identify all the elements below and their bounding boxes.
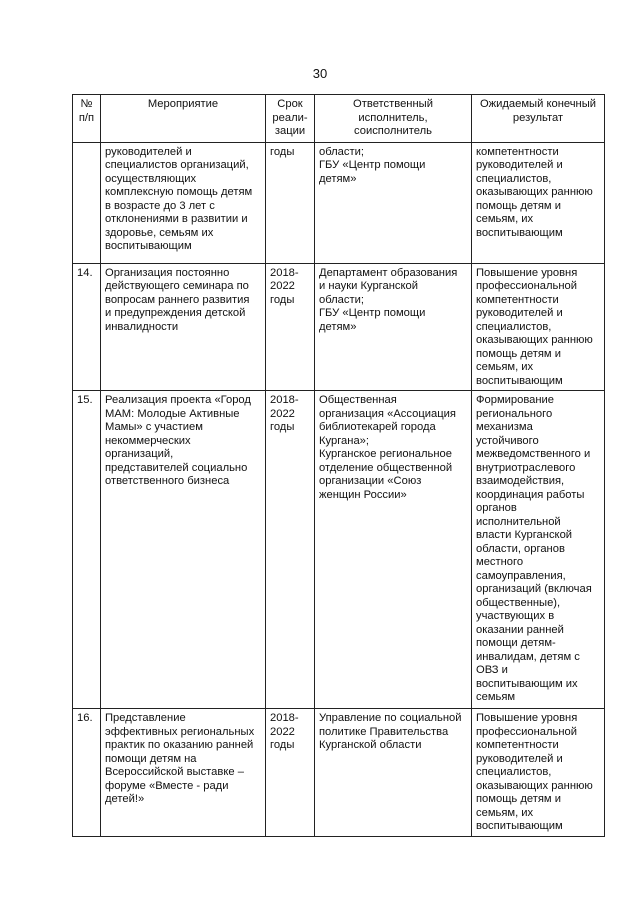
- cell-text-line: воспитывающим: [476, 226, 563, 239]
- cell-text-line: 2022: [270, 725, 295, 738]
- cell-text-line: Курганской области: [319, 739, 422, 751]
- cell-text-line: участвующих в: [476, 610, 555, 622]
- cell-text-line: женщин России»: [319, 488, 407, 501]
- cell-text-line: руководителей и: [105, 145, 192, 158]
- cell-text-line: Управление по социальной: [319, 712, 462, 724]
- cell-num: 16.: [73, 709, 101, 837]
- cell-text-line: 2022: [270, 280, 295, 292]
- cell-text-line: устойчивого: [476, 434, 539, 447]
- cell-text-line: оказании ранней: [476, 623, 564, 636]
- cell-text-line: некоммерческих: [105, 434, 191, 447]
- cell-result: [472, 709, 605, 837]
- cell-text-line: форуме «Вместе - ради: [105, 779, 229, 792]
- cell-text-line: действующего семинара по: [105, 280, 249, 292]
- cell-text-line: библиотекарей города: [319, 421, 436, 433]
- cell-text-line: отклонениями в развитии и: [105, 213, 248, 225]
- cell-text-line: детей!»: [105, 793, 145, 805]
- cell-text-line: годы: [270, 293, 295, 306]
- cell-result: [472, 391, 605, 709]
- cell-text-line: области, органов: [476, 542, 565, 555]
- cell-term: [266, 709, 315, 837]
- cell-text-line: специалистов,: [476, 320, 552, 333]
- cell-text-line: годы: [270, 145, 295, 158]
- header-text: Мероприятие: [147, 98, 219, 110]
- table-row: [73, 709, 605, 837]
- header-text: исполнитель,: [358, 111, 428, 124]
- cell-text-line: специалистов организаций,: [105, 159, 249, 171]
- cell-text-line: вопросам раннего развития: [105, 293, 250, 306]
- cell-text-line: воспитывающим: [105, 240, 192, 252]
- cell-num: [73, 142, 101, 263]
- table-row: [73, 263, 605, 391]
- header-text: зации: [274, 125, 306, 137]
- cell-text-line: внутриотраслевого: [476, 461, 576, 474]
- cell-text-line: детям»: [319, 320, 357, 333]
- table-header-row: [73, 95, 605, 143]
- header-text: Срок: [277, 98, 303, 110]
- cell-text-line: ГБУ «Центр помощи: [319, 159, 426, 171]
- cell-text-line: семьям, их: [476, 213, 534, 225]
- cell-text-line: Департамент образования: [319, 266, 458, 279]
- cell-text-line: осуществляющих: [105, 172, 197, 185]
- cell-text-line: власти Курганской: [476, 529, 573, 541]
- header-responsible: [315, 95, 472, 143]
- cell-text-line: руководителей и: [476, 752, 563, 765]
- table-body: [73, 142, 605, 837]
- header-text: реали-: [272, 111, 308, 124]
- cell-text-line: Представление: [105, 712, 186, 724]
- cell-text-line: семьям, их: [476, 806, 534, 819]
- cell-responsible: [315, 391, 472, 709]
- cell-responsible: [315, 263, 472, 391]
- cell-text-line: Реализация проекта «Город: [105, 394, 251, 406]
- cell-text-line: здоровье, семьям их: [105, 226, 214, 239]
- cell-text-line: инвалидам, детям с: [476, 650, 580, 663]
- cell-text-line: организаций,: [105, 448, 174, 460]
- cell-text-line: компетентности: [476, 739, 559, 751]
- cell-text-line: 2022: [270, 407, 295, 420]
- cell-text-line: Кургана»;: [319, 434, 369, 447]
- cell-activity: [101, 142, 266, 263]
- cell-text-line: компетентности: [476, 145, 559, 158]
- header-term: [266, 95, 315, 143]
- cell-text-line: организации «Союз: [319, 475, 422, 487]
- cell-text-line: комплексную помощь детям: [105, 186, 253, 198]
- cell-text-line: помощь детям и: [476, 199, 561, 212]
- cell-text-line: 2018-: [270, 712, 299, 724]
- header-text: №: [80, 98, 93, 110]
- header-num: [73, 95, 101, 143]
- cell-text-line: помощи детям на: [105, 752, 197, 765]
- cell-text-line: оказывающих раннюю: [476, 779, 593, 792]
- cell-text-line: специалистов,: [476, 766, 552, 778]
- cell-text-line: ОВЗ и: [476, 664, 508, 676]
- cell-text-line: организаций (включая: [476, 583, 592, 595]
- cell-term: [266, 142, 315, 263]
- cell-text-line: специалистов,: [476, 172, 552, 185]
- cell-text-line: представителей социально: [105, 461, 248, 474]
- cell-text-line: политике Правительства: [319, 725, 449, 738]
- cell-text-line: координация работы: [476, 488, 585, 501]
- cell-text-line: профессиональной: [476, 725, 577, 738]
- page-number: 30: [312, 66, 328, 81]
- table-row: [73, 142, 605, 263]
- cell-text-line: отделение общественной: [319, 461, 453, 474]
- cell-activity: [101, 709, 266, 837]
- cell-responsible: [315, 142, 472, 263]
- cell-text-line: помощь детям и: [476, 347, 561, 360]
- cell-text-line: исполнительной: [476, 515, 561, 528]
- header-text: п/п: [78, 111, 95, 124]
- cell-text-line: самоуправления,: [476, 569, 566, 582]
- cell-text-line: помощь детям и: [476, 793, 561, 805]
- cell-text-line: семьям: [476, 691, 516, 703]
- cell-num: 15.: [73, 391, 101, 709]
- cell-text-line: семьям, их: [476, 361, 534, 373]
- cell-text-line: воспитывающим: [476, 820, 563, 832]
- cell-activity: [101, 391, 266, 709]
- header-text: Ответственный: [353, 98, 433, 110]
- table-row: [73, 391, 605, 709]
- cell-text-line: руководителей и: [476, 307, 563, 319]
- cell-text-line: механизма: [476, 421, 533, 433]
- cell-text-line: воспитывающим их: [476, 677, 578, 690]
- cell-text-line: помощи детям-: [476, 637, 556, 649]
- cell-text-line: воспитывающим: [476, 374, 563, 387]
- cell-text-line: 2018-: [270, 266, 299, 279]
- cell-text-line: местного: [476, 556, 524, 568]
- cell-text-line: Общественная: [319, 394, 397, 406]
- cell-text-line: Повышение уровня: [476, 712, 578, 724]
- cell-text-line: регионального: [476, 407, 553, 420]
- cell-term: [266, 391, 315, 709]
- cell-text-line: практик по оказанию ранней: [105, 739, 254, 751]
- cell-responsible: [315, 709, 472, 837]
- cell-text-line: Всероссийской выставке –: [105, 766, 244, 778]
- cell-text-line: и предупреждения детской: [105, 307, 246, 319]
- cell-text-line: области;: [319, 145, 364, 158]
- cell-text-line: МАМ: Молодые Активные: [105, 407, 240, 420]
- cell-text-line: профессиональной: [476, 280, 577, 292]
- cell-text-line: детям»: [319, 172, 357, 185]
- cell-text-line: годы: [270, 739, 295, 751]
- cell-text-line: Формирование: [476, 394, 555, 406]
- cell-text-line: годы: [270, 421, 295, 433]
- cell-text-line: Курганское региональное: [319, 448, 452, 460]
- cell-text-line: руководителей и: [476, 159, 563, 171]
- cell-text-line: общественные),: [476, 596, 561, 609]
- activities-table: [72, 94, 605, 837]
- cell-text-line: оказывающих раннюю: [476, 334, 593, 346]
- cell-term: [266, 263, 315, 391]
- cell-text-line: компетентности: [476, 293, 559, 306]
- cell-text-line: ГБУ «Центр помощи: [319, 307, 426, 319]
- cell-result: [472, 142, 605, 263]
- cell-text-line: органов: [476, 502, 517, 514]
- cell-text-line: и науки Курганской: [319, 280, 419, 292]
- cell-text-line: оказывающих раннюю: [476, 186, 593, 198]
- cell-text-line: организация «Ассоциация: [319, 407, 456, 420]
- cell-text-line: ответственного бизнеса: [105, 475, 230, 487]
- header-activity: [101, 95, 266, 143]
- header-text: соисполнитель: [354, 125, 432, 137]
- cell-text-line: Организация постоянно: [105, 266, 230, 279]
- cell-text-line: взаимодействия,: [476, 475, 565, 487]
- cell-text-line: эффективных региональных: [105, 725, 255, 738]
- cell-text-line: в возрасте до 3 лет с: [105, 199, 215, 212]
- cell-result: [472, 263, 605, 391]
- cell-text-line: межведомственного и: [476, 448, 591, 460]
- header-text: результат: [512, 111, 564, 124]
- header-text: Ожидаемый конечный: [479, 98, 597, 110]
- cell-text-line: Повышение уровня: [476, 266, 578, 279]
- header-result: [472, 95, 605, 143]
- cell-text-line: инвалидности: [105, 320, 179, 333]
- cell-text-line: 2018-: [270, 394, 299, 406]
- cell-num: 14.: [73, 263, 101, 391]
- cell-text-line: области;: [319, 293, 364, 306]
- cell-activity: [101, 263, 266, 391]
- cell-text-line: Мамы» с участием: [105, 421, 203, 433]
